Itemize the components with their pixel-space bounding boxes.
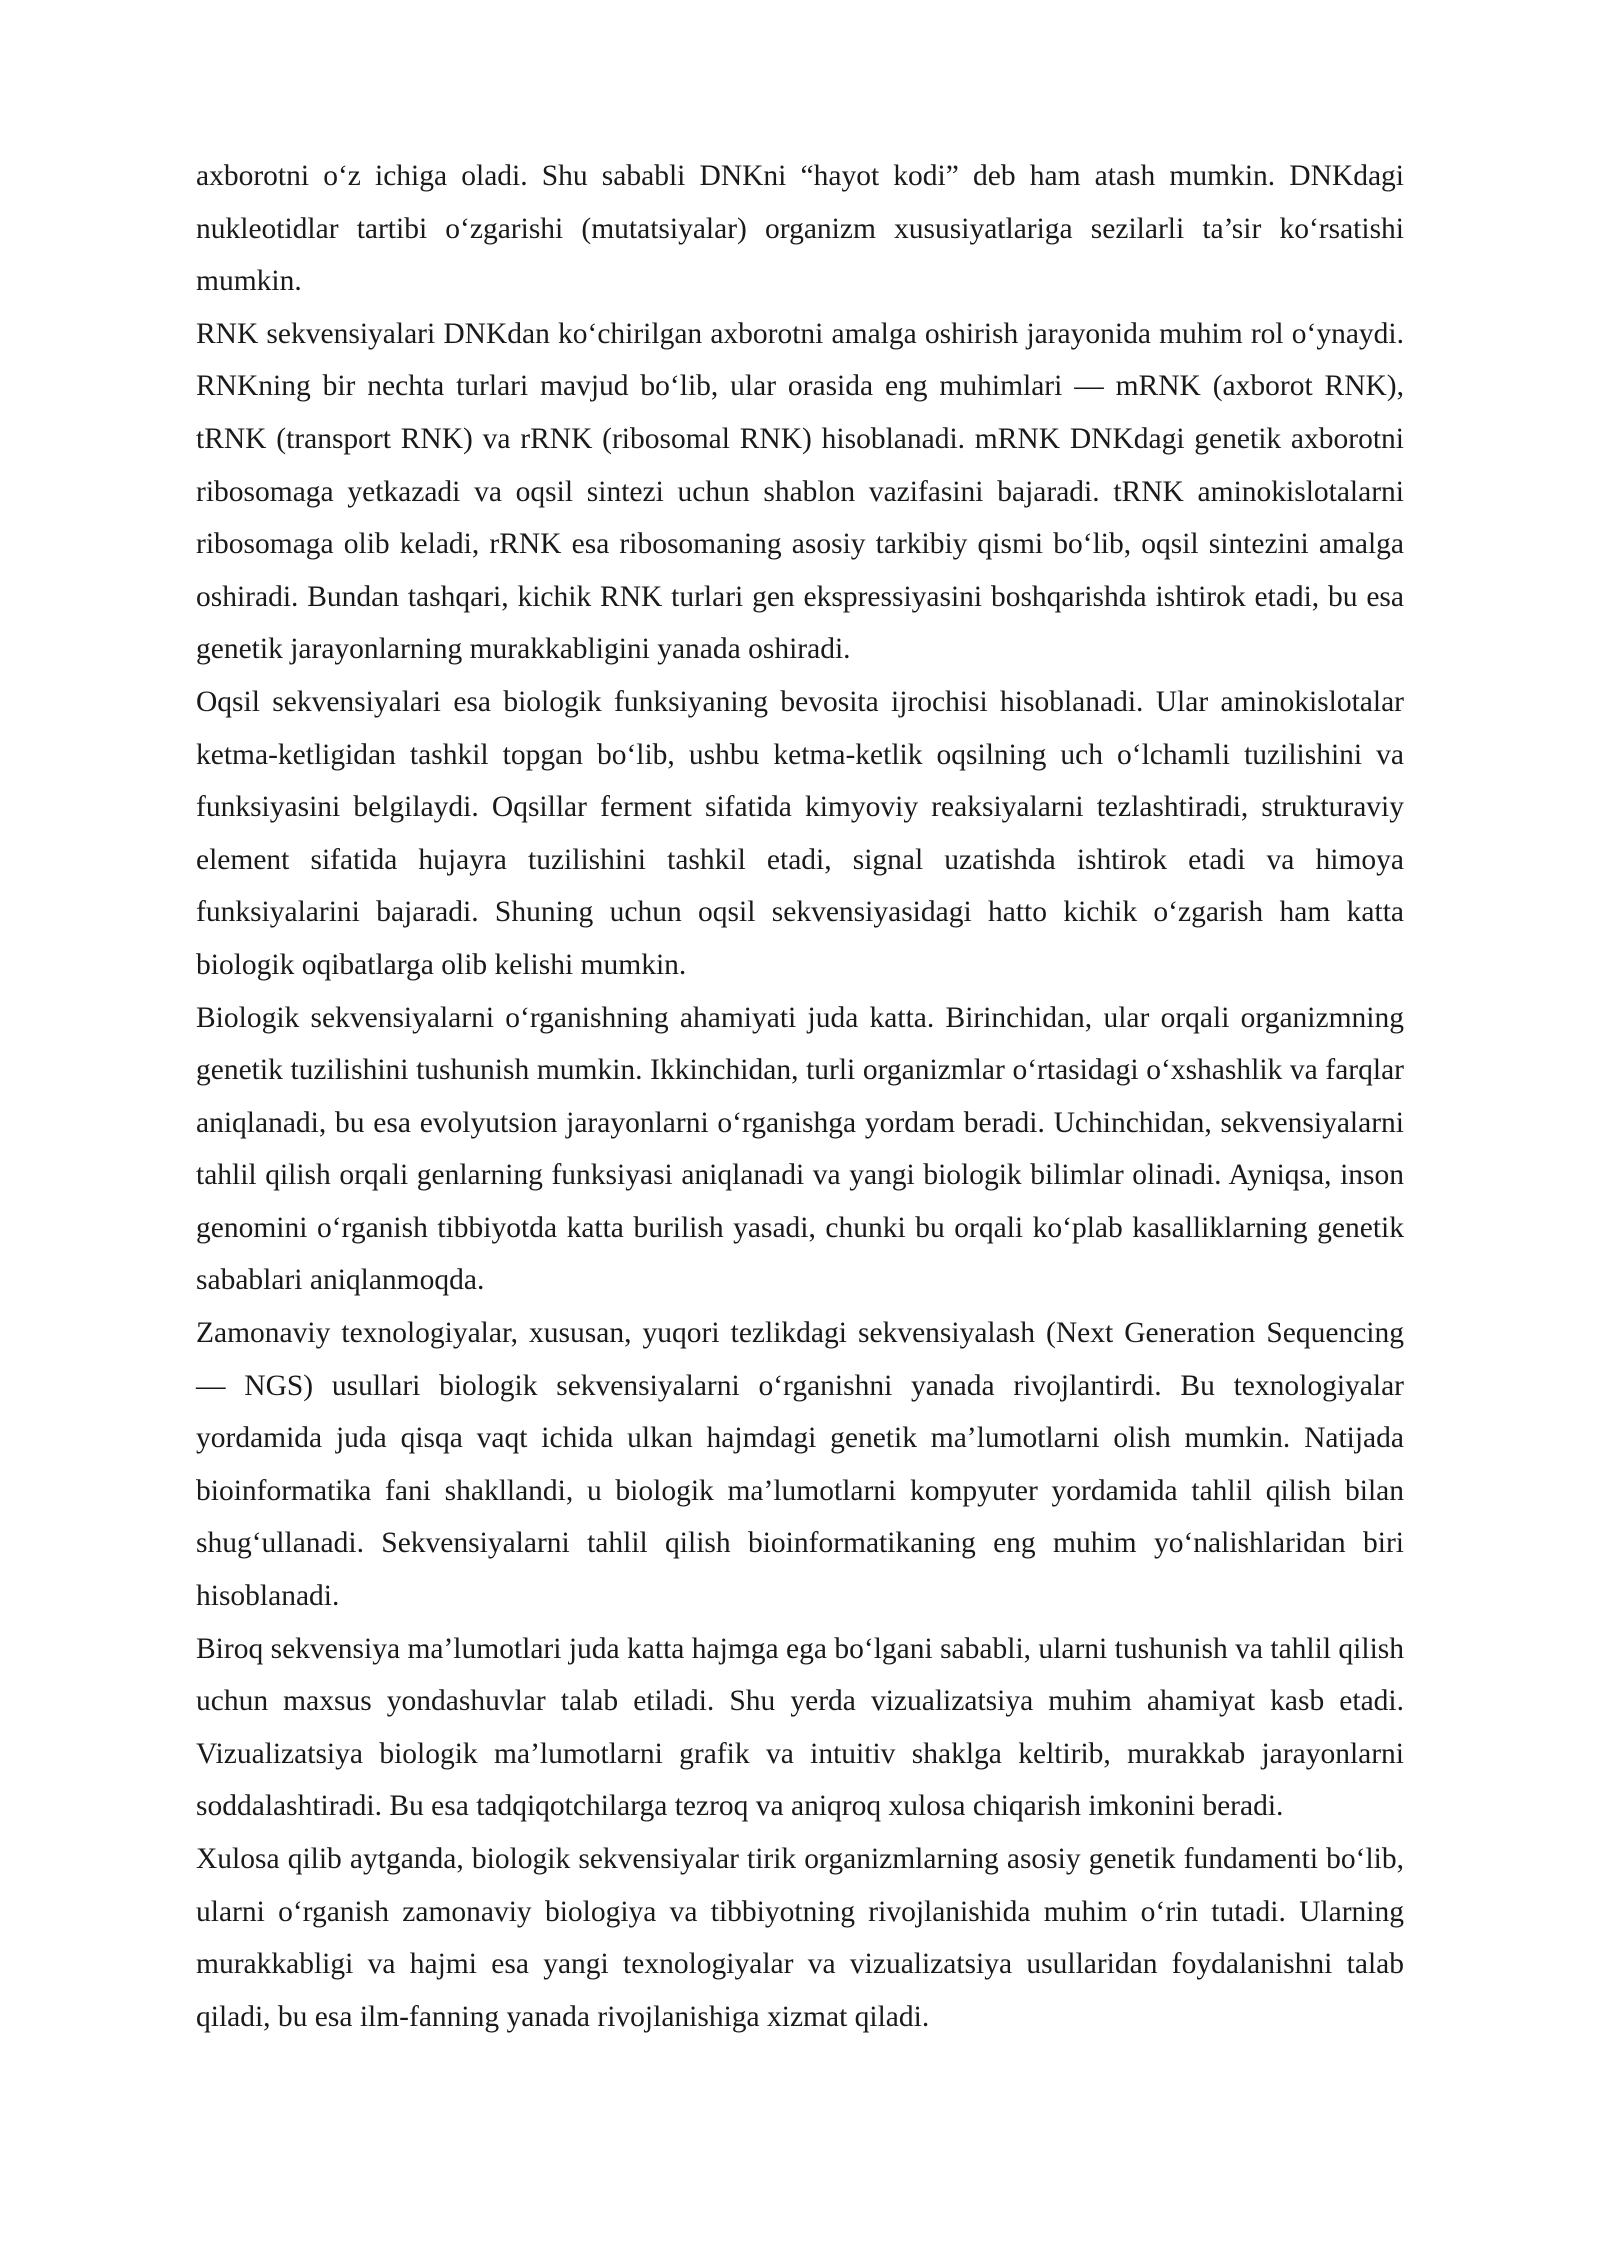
document-page <box>196 150 1404 2043</box>
paragraph-importance: Biologik sekvensiyalarni o‘rganishning ahamiyati juda katta. Birinchidan, ular orqali organizmning genetik tuzilishini tushunish mumkin. Ikkinchidan, turli organizmlar o‘rtasidagi o‘xshashlik va farqlar aniqlanadi, bu esa evolyutsion jarayonlarni o‘rganishga yordam beradi. Uchinchidan, sekvensiyalarni tahlil qilish orqali genlarning funksiyasi aniqlanadi va yangi biologik bilimlar olinadi. Ayniqsa, inson genomini o‘rganish tibbiyotda katta burilish yasadi, chunki bu orqali ko‘plab kasalliklarning genetik sabablari aniqlanmoqda. <box>196 1001 1404 1297</box>
paragraph-dna-continuation: axborotni o‘z ichiga oladi. Shu sababli DNKni “hayot kodi” deb ham atash mumkin. DNKdagi nukleotidlar tartibi o‘zgarishi (mutatsiyalar) organizm xususiyatlariga sezilarli ta’sir ko‘rsatishi mumkin. <box>196 160 1404 298</box>
paragraph-rna-sequences: RNK sekvensiyalari DNKdan ko‘chirilgan axborotni amalga oshirish jarayonida muhim rol o‘ynaydi. RNKning bir nechta turlari mavjud bo‘lib, ular orasida eng muhimlari — mRNK (axborot RNK), tRNK (transport RNK) va rRNK (ribosomal RNK) hisoblanadi. mRNK DNKdagi genetik axborotni ribosomaga yetkazadi va oqsil sintezi uchun shablon vazifasini bajaradi. tRNK aminokislotalarni ribosomaga olib keladi, rRNK esa ribosomaning asosiy tarkibiy qismi bo‘lib, oqsil sintezini amalga oshiradi. Bundan tashqari, kichik RNK turlari gen ekspressiyasini boshqarishda ishtirok etadi, bu esa genetik jarayonlarning murakkabligini yanada oshiradi. <box>196 317 1404 666</box>
paragraph-visualization: Biroq sekvensiya ma’lumotlari juda katta hajmga ega bo‘lgani sababli, ularni tushunish va tahlil qilish uchun maxsus yondashuvlar talab etiladi. Shu yerda vizualizatsiya muhim ahamiyat kasb etadi. Vizualizatsiya biologik ma’lumotlarni grafik va intuitiv shaklga keltirib, murakkab jarayonlarni soddalashtiradi. Bu esa tadqiqotchilarga tezroq va aniqroq xulosa chiqarish imkonini beradi. <box>196 1632 1404 1823</box>
paragraph-modern-technologies: Zamonaviy texnologiyalar, xususan, yuqori tezlikdagi sekvensiyalash (Next Generation Sequencing — NGS) usullari biologik sekvensiyalarni o‘rganishni yanada rivojlantirdi. Bu texnologiyalar yordamida juda qisqa vaqt ichida ulkan hajmdagi genetik ma’lumotlarni olish mumkin. Natijada bioinformatika fani shakllandi, u biologik ma’lumotlarni kompyuter yordamida tahlil qilish bilan shug‘ullanadi. Sekvensiyalarni tahlil qilish bioinformatikaning eng muhim yo‘nalishlaridan biri hisoblanadi. <box>196 1317 1404 1613</box>
paragraph-protein-sequences: Oqsil sekvensiyalari esa biologik funksiyaning bevosita ijrochisi hisoblanadi. Ular aminokislotalar ketma-ketligidan tashkil topgan bo‘lib, ushbu ketma-ketlik oqsilning uch o‘lchamli tuzilishini va funksiyasini belgilaydi. Oqsillar ferment sifatida kimyoviy reaksiyalarni tezlashtiradi, strukturaviy element sifatida hujayra tuzilishini tashkil etadi, signal uzatishda ishtirok etadi va himoya funksiyalarini bajaradi. Shuning uchun oqsil sekvensiyasidagi hatto kichik o‘zgarish ham katta biologik oqibatlarga olib kelishi mumkin. <box>196 685 1404 981</box>
paragraph-conclusion: Xulosa qilib aytganda, biologik sekvensiyalar tirik organizmlarning asosiy genetik fundamenti bo‘lib, ularni o‘rganish zamonaviy biologiya va tibbiyotning rivojlanishida muhim o‘rin tutadi. Ularning murakkabligi va hajmi esa yangi texnologiyalar va vizualizatsiya usullaridan foydalanishni talab qiladi, bu esa ilm-fanning yanada rivojlanishiga xizmat qiladi. <box>196 1843 1404 2033</box>
